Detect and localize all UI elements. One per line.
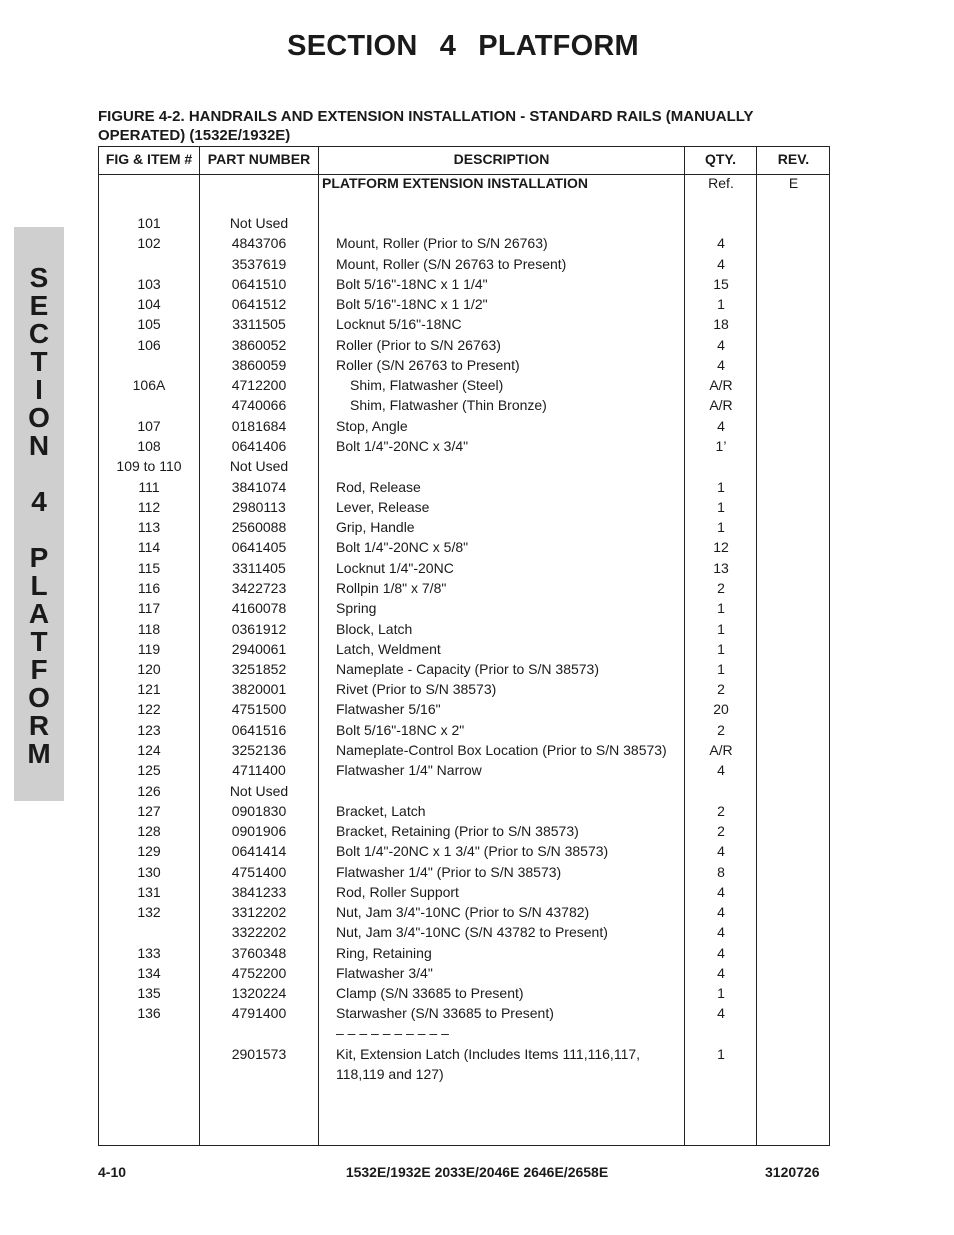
fig-item-cell: 112 [137, 499, 161, 515]
part-number-cell: 3820001 [231, 681, 287, 697]
side-tab-letter: O [28, 402, 50, 433]
description-cell: Rivet (Prior to S/N 38573) [336, 681, 497, 697]
part-number-cell: 4791400 [231, 1005, 287, 1021]
part-number-cell: 3322202 [231, 924, 287, 940]
side-tab-letter: S [29, 262, 49, 293]
section-title: SECTION 4 PLATFORM [287, 30, 639, 62]
side-tab-letter: E [29, 290, 49, 321]
description-cell: Clamp (S/N 33685 to Present) [336, 985, 524, 1001]
description-cell: Rollpin 1/8" x 7/8" [336, 580, 447, 596]
qty-cell: 1 [717, 661, 725, 677]
description-cell: Mount, Roller (Prior to S/N 26763) [336, 235, 548, 251]
qty-cell: A/R [709, 397, 733, 413]
description-cell: PLATFORM EXTENSION INSTALLATION [322, 175, 588, 191]
qty-cell: 4 [717, 904, 725, 920]
fig-item-cell: 117 [137, 600, 161, 616]
fig-item-cell: 122 [137, 701, 161, 717]
fig-item-cell: 127 [137, 803, 161, 819]
description-cell: Bracket, Latch [336, 803, 426, 819]
qty-cell: 1 [717, 519, 725, 535]
qty-cell: 4 [717, 235, 725, 251]
qty-cell: 2 [717, 580, 725, 596]
part-number-cell: 0361912 [231, 621, 287, 637]
part-number-cell: 0901830 [231, 803, 287, 819]
figure-title [98, 107, 828, 145]
fig-item-cell: 123 [137, 722, 161, 738]
side-tab-letter: T [30, 626, 48, 657]
qty-cell: A/R [709, 377, 733, 393]
qty-cell: 1 [717, 296, 725, 312]
qty-cell: 1 [717, 600, 725, 616]
part-number-cell: 4160078 [231, 600, 287, 616]
qty-cell: 4 [717, 884, 725, 900]
fig-item-cell: 134 [137, 965, 161, 981]
section-side-tab [14, 227, 64, 801]
part-number-cell: 0641512 [231, 296, 287, 312]
description-cell: Locknut 5/16"-18NC [336, 316, 462, 332]
fig-item-cell: 132 [137, 904, 161, 920]
fig-item-cell: 101 [137, 215, 161, 231]
part-number-cell: 0181684 [231, 418, 287, 434]
fig-item-cell: 106A [132, 377, 166, 393]
qty-cell: 13 [713, 560, 729, 576]
description-cell: Locknut 1/4"-20NC [336, 560, 454, 576]
qty-cell: 1 [717, 499, 725, 515]
qty-cell: 2 [717, 681, 725, 697]
description-cell: Flatwasher 3/4" [336, 965, 433, 981]
parts-table [98, 146, 830, 1146]
fig-item-cell: 128 [137, 823, 161, 839]
figure-title-line-1: FIGURE 4-2. HANDRAILS AND EXTENSION INSTALLATION - STANDARD RAILS (MANUALLY [98, 108, 754, 125]
fig-item-cell: 131 [137, 884, 161, 900]
qty-cell: 4 [717, 337, 725, 353]
part-number-cell: 3312202 [231, 904, 287, 920]
part-number-cell: 4740066 [231, 397, 287, 413]
part-number-cell: 3422723 [231, 580, 287, 596]
part-number-cell: 0901906 [231, 823, 287, 839]
side-tab-letter: 4 [31, 486, 47, 517]
part-number-cell: 3537619 [231, 256, 287, 272]
fig-item-cell: 121 [137, 681, 161, 697]
description-cell: Roller (Prior to S/N 26763) [336, 337, 501, 353]
qty-cell: Ref. [708, 175, 734, 191]
part-number-cell: 3760348 [231, 945, 287, 961]
qty-cell: 2 [717, 823, 725, 839]
side-tab-letter: O [28, 682, 50, 713]
description-cell: Bolt 1/4"-20NC x 3/4" [336, 438, 469, 454]
description-cell: Bolt 5/16"-18NC x 1 1/4" [336, 276, 488, 292]
qty-cell: 1 [717, 985, 725, 1001]
column-divider [684, 147, 685, 1145]
description-cell: Nut, Jam 3/4"-10NC (Prior to S/N 43782) [336, 904, 590, 920]
side-tab-letter: F [30, 654, 48, 685]
side-tab-letter: P [29, 542, 49, 573]
qty-cell: 12 [713, 539, 729, 555]
part-number-cell: 3251852 [231, 661, 287, 677]
fig-item-cell: 118 [137, 621, 161, 637]
fig-item-cell: 119 [137, 641, 161, 657]
page-number: 4-10 [98, 1164, 127, 1180]
description-cell: Flatwasher 5/16" [336, 701, 441, 717]
fig-item-cell: 130 [137, 864, 161, 880]
fig-item-cell: 105 [137, 316, 161, 332]
side-tab-letter: I [35, 374, 43, 405]
part-number-cell: 4711400 [232, 762, 286, 778]
description-cell: 118,119 and 127) [336, 1066, 444, 1082]
qty-cell: 1 [717, 641, 725, 657]
part-number-cell: 4843706 [231, 235, 287, 251]
description-cell: Bracket, Retaining (Prior to S/N 38573) [336, 823, 579, 839]
model-numbers: 1532E/1932E 2033E/2046E 2646E/2658E [345, 1164, 609, 1180]
part-number-cell: Not Used [229, 458, 289, 474]
description-cell: Starwasher (S/N 33685 to Present) [336, 1005, 554, 1021]
part-number-cell: 2901573 [231, 1046, 287, 1062]
qty-cell: 4 [717, 924, 725, 940]
part-number-cell: 3311505 [232, 316, 286, 332]
qty-cell: 15 [713, 276, 729, 292]
part-number-cell: 0641406 [231, 438, 287, 454]
qty-cell: 4 [717, 843, 725, 859]
part-number-cell: 2980113 [232, 499, 286, 515]
description-cell: Stop, Angle [336, 418, 408, 434]
part-number-cell: 4751400 [231, 864, 287, 880]
fig-item-cell: 104 [137, 296, 161, 312]
side-tab-letter: C [28, 318, 50, 349]
qty-cell: 1’ [715, 438, 727, 454]
description-cell: Shim, Flatwasher (Steel) [350, 377, 504, 393]
column-divider [318, 147, 319, 1145]
fig-item-cell: 103 [137, 276, 161, 292]
qty-cell: 18 [713, 316, 729, 332]
description-cell: Ring, Retaining [336, 945, 432, 961]
qty-cell: 1 [717, 479, 725, 495]
description-cell: Nameplate - Capacity (Prior to S/N 38573) [336, 661, 599, 677]
description-cell: Grip, Handle [336, 519, 415, 535]
part-number-cell: 0641510 [231, 276, 287, 292]
qty-cell: A/R [709, 742, 733, 758]
column-header-description: DESCRIPTION [453, 151, 550, 167]
part-number-cell: 3252136 [231, 742, 287, 758]
fig-item-cell: 109 to 110 [116, 458, 182, 474]
fig-item-cell: 116 [137, 580, 161, 596]
fig-item-cell: 129 [137, 843, 161, 859]
description-cell: Spring [336, 600, 377, 616]
description-cell: Rod, Roller Support [336, 884, 459, 900]
part-number-cell: 4752200 [231, 965, 287, 981]
figure-title-line-2: OPERATED) (1532E/1932E) [98, 127, 291, 144]
fig-item-cell: 120 [137, 661, 161, 677]
qty-cell: 2 [717, 722, 725, 738]
description-cell: Flatwasher 1/4" (Prior to S/N 38573) [336, 864, 562, 880]
part-number-cell: 3311405 [232, 560, 286, 576]
part-number-cell: 0641414 [231, 843, 287, 859]
description-cell: Bolt 1/4"-20NC x 5/8" [336, 539, 469, 555]
qty-cell: 2 [717, 803, 725, 819]
description-cell: Rod, Release [336, 479, 421, 495]
description-cell: Kit, Extension Latch (Includes Items 111,116,117, [336, 1046, 641, 1062]
qty-cell: 4 [717, 762, 725, 778]
part-number-cell: 0641405 [231, 539, 287, 555]
fig-item-cell: 115 [137, 560, 161, 576]
fig-item-cell: 125 [137, 762, 161, 778]
qty-cell: 8 [717, 864, 725, 880]
part-number-cell: Not Used [229, 215, 289, 231]
qty-cell: 4 [717, 418, 725, 434]
description-cell: Nut, Jam 3/4"-10NC (S/N 43782 to Present) [336, 924, 608, 940]
fig-item-cell: 102 [137, 235, 161, 251]
description-cell: Mount, Roller (S/N 26763 to Present) [336, 256, 567, 272]
description-cell: Latch, Weldment [336, 641, 441, 657]
description-cell: Lever, Release [336, 499, 430, 515]
part-number-cell: 2560088 [231, 519, 287, 535]
part-number-cell: 4712200 [231, 377, 287, 393]
side-tab-letter: M [27, 738, 51, 769]
column-divider [756, 147, 757, 1145]
side-tab-letter: L [30, 570, 48, 601]
fig-item-cell: 111 [138, 479, 160, 495]
qty-cell: 1 [717, 621, 725, 637]
description-cell: Nameplate-Control Box Location (Prior to S/N 38573) [336, 742, 667, 758]
part-number-cell: 0641516 [231, 722, 287, 738]
description-cell: Roller (S/N 26763 to Present) [336, 357, 520, 373]
description-cell: – – – – – – – – – – [336, 1025, 449, 1041]
part-number-cell: Not Used [229, 783, 289, 799]
fig-item-cell: 126 [137, 783, 161, 799]
part-number-cell: 4751500 [231, 701, 287, 717]
part-number-cell: 2940061 [231, 641, 287, 657]
fig-item-cell: 108 [137, 438, 161, 454]
rev-cell: E [788, 175, 799, 191]
description-cell: Flatwasher 1/4" Narrow [336, 762, 482, 778]
qty-cell: 4 [717, 357, 725, 373]
fig-item-cell: 107 [137, 418, 161, 434]
column-header-rev: REV. [777, 151, 810, 167]
column-header-fig: FIG & ITEM # [105, 151, 193, 167]
qty-cell: 1 [717, 1046, 725, 1062]
fig-item-cell: 114 [137, 539, 161, 555]
side-tab-letter: A [28, 598, 50, 629]
description-cell: Bolt 1/4"-20NC x 1 3/4" (Prior to S/N 38573) [336, 843, 609, 859]
side-tab-letter: R [28, 710, 50, 741]
side-tab-letter: N [28, 430, 50, 461]
fig-item-cell: 133 [137, 945, 161, 961]
description-cell: Block, Latch [336, 621, 413, 637]
fig-item-cell: 135 [137, 985, 161, 1001]
part-number-cell: 3860052 [231, 337, 287, 353]
part-number-cell: 3841233 [231, 884, 287, 900]
fig-item-cell: 113 [137, 519, 161, 535]
part-number-cell: 3841074 [231, 479, 287, 495]
description-cell: Bolt 5/16"-18NC x 2" [336, 722, 465, 738]
qty-cell: 4 [717, 945, 725, 961]
fig-item-cell: 106 [137, 337, 161, 353]
qty-cell: 4 [717, 256, 725, 272]
column-header-qty: QTY. [704, 151, 737, 167]
part-number-cell: 1320224 [231, 985, 287, 1001]
fig-item-cell: 136 [137, 1005, 161, 1021]
description-cell: Bolt 5/16"-18NC x 1 1/2" [336, 296, 488, 312]
side-tab-letter: T [30, 346, 48, 377]
document-number: 3120726 [765, 1164, 820, 1180]
description-cell: Shim, Flatwasher (Thin Bronze) [350, 397, 547, 413]
qty-cell: 4 [717, 1005, 725, 1021]
part-number-cell: 3860059 [231, 357, 287, 373]
column-header-part: PART NUMBER [207, 151, 311, 167]
qty-cell: 4 [717, 965, 725, 981]
qty-cell: 20 [713, 701, 729, 717]
fig-item-cell: 124 [137, 742, 161, 758]
